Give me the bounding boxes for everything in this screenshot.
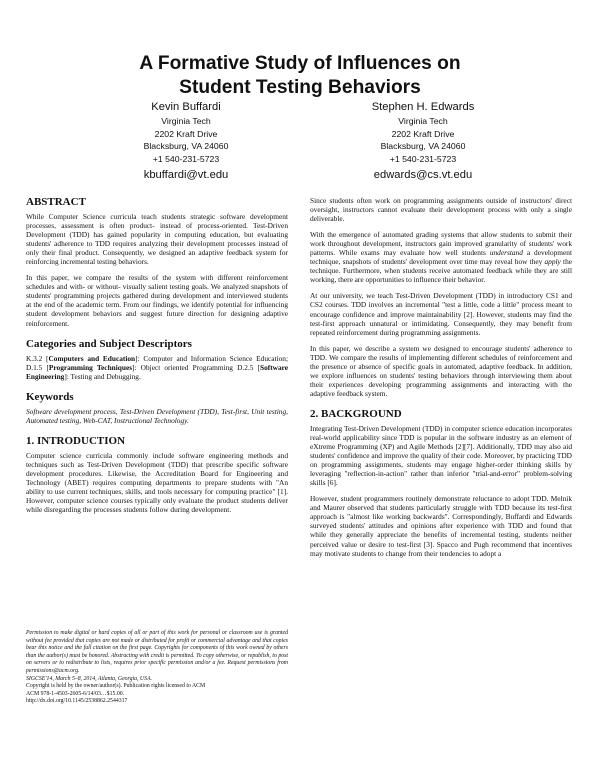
title-line-2: Student Testing Behaviors <box>179 77 421 98</box>
abstract-paragraph: While Computer Science curricula teach students strategic software development processes, assessment is often product- instead of process-oriented. Test-Driven Development (TDD) has gained popularity in computing education, but evaluating students' adherence to TDD requires analyzing their development processes instead of only their final product. Consequently, we designed an adaptive feedback system for reinforcing incremental testing behaviors. <box>26 212 288 267</box>
left-column <box>26 196 288 521</box>
body-paragraph: At our university, we teach Test-Driven Development (TDD) in introductory CS1 and CS2 courses. TDD involves an incremental "test a little, code a little" process meant to encourage confidence and improve maintainability [2]. However, students may find the test-first approach unnatural or intimidating. Consequently, they may benefit from repeated reinforcement during programming assignments. <box>310 291 572 337</box>
author-block-1 <box>86 101 286 183</box>
author-address: 2202 Kraft Drive <box>154 128 218 139</box>
author-city: Blacksburg, VA 24060 <box>143 141 229 151</box>
author-email: edwards@cs.vt.edu <box>373 169 473 181</box>
background-heading: 2. BACKGROUND <box>310 407 402 420</box>
keywords-heading: Keywords <box>26 390 74 403</box>
acm-line: ACM 978-1-4503-2605-6/14/03…$15.00. <box>26 690 125 697</box>
author-phone: +1 540-231-5723 <box>389 153 457 164</box>
author-affiliation: Virginia Tech <box>161 116 211 126</box>
body-paragraph: Integrating Test-Driven Development (TDD) in computer science education incorporates real-world applicability since TDD is popular in the software industry as an element of eXtreme Programming (XP) and Agile Methods [2][7]. Additionally, TDD may also aid students' confidence and improve the quality of their code. Moreover, by practicing TDD on programming assignments, students may engage higher-order thinking skills by leveraging "reflection-in-action" rather than inferior "trial-and-error" problem-solving skills [6]. <box>310 423 572 488</box>
author-city: Blacksburg, VA 24060 <box>380 141 466 151</box>
body-paragraph: With the emergence of automated grading systems that allow students to submit their work throughout development, instructors gain improved granularity of students' work patterns. While exams may evaluate how well students understand a development technique, snapshots of students' development over time may reveal how they apply the technique. Furthermore, when students receive automated feedback while they are still working, there are opportunities to influence their behavior. <box>310 230 572 285</box>
permission-block <box>26 630 288 706</box>
title-line-1: A Formative Study of Influences on <box>139 53 461 74</box>
keywords-text: Software development process, Test-Driven Development (TDD), Test-first, Unit testing, Automated testing, Web-CAT, Instructional Technology. <box>26 406 288 425</box>
categories-text: K.3.2 [Computers and Education]: Computer and Information Science Education; D.1.5 [Programming Techniques]: Object oriented Programming D.2.5 [Software Engineering]: Testing and Debugging. <box>26 353 289 381</box>
author-phone: +1 540-231-5723 <box>152 153 220 164</box>
author-affiliation: Virginia Tech <box>398 116 448 126</box>
abstract-paragraph: In this paper, we compare the results of the system with different reinforcement schedules and with- or without- visually salient testing goals. We analyzed snapshots of students' programming projects gathered during development and interviewed students at the end of the academic term. From our findings, we identify potential for influencing student development behaviors and suggest future direction for designing adaptive reinforcement. <box>26 273 288 328</box>
introduction-paragraph: Computer science curricula commonly include software engineering methods and techniques such as Test-Driven Development (TDD) that prescribe specific software development procedures. Likewise, the Accreditation Board for Engineering and Technology (ABET) requires computing departments to prepare students with "An ability to use current techniques, skills, and tools necessary for computing practice" [1]. However, computer science courses typically only evaluate the product students deliver while disregarding the processes students follow during development. <box>26 450 288 515</box>
conference-line: SIGCSE'14, March 5–8, 2014, Atlanta, Georgia, USA. <box>26 675 152 682</box>
paper-title <box>0 52 600 100</box>
author-address: 2202 Kraft Drive <box>391 128 455 139</box>
categories-heading: Categories and Subject Descriptors <box>26 337 192 350</box>
introduction-heading: 1. INTRODUCTION <box>26 434 126 447</box>
permission-notice: Permission to make digital or hard copies of all or part of this work for personal or classroom use is granted without fee provided that copies are not made or distributed for profit or commercial advantage and that copies bear this notice and the full citation on the first page. Copyrights for components of this work owned by others than the author(s) must be honored. Abstracting with credit is permitted. To copy otherwise, or republish, to post on servers or to redistribute to lists, requires prior specific permission and/or a fee. Request permissions from permissions@acm.org. <box>26 630 288 674</box>
doi-line: http://dx.doi.org/10.1145/2538862.2544317 <box>26 698 128 705</box>
body-paragraph: However, student programmers routinely demonstrate reluctance to adopt TDD. Melnik and Maurer observed that students particularly struggle with TDD because its test-first approach is "almost like working backwards". Correspondingly, Buffardi and Edwards surveyed students' attitudes and opinions after experience with TDD and found that while they generally appreciate the benefits of incremental testing, students neither perceived value or desire to test-first [3]. Spacco and Pugh recommend that incentives may motivate students to change from their tendencies to adopt a <box>310 494 572 558</box>
copyright-line: Copyright is held by the owner/author(s). Publication rights licensed to ACM <box>26 683 206 690</box>
body-paragraph: In this paper, we describe a system we designed to encourage students' adherence to TDD. We compare the results of implementing different schedules of reinforcement and the presence or absence of specific goals in automated, adaptive feedback. In addition, we explore influences on students' testing behaviors through interviewing them about their experiences developing programming assignments and interacting with the adaptive feedback system. <box>310 343 572 398</box>
abstract-heading: ABSTRACT <box>26 196 86 208</box>
right-column <box>310 196 572 565</box>
author-name: Stephen H. Edwards <box>371 101 475 113</box>
body-paragraph: Since students often work on programming assignments outside of instructors' direct oversight, instructors cannot evaluate their development process with only a single deliverable. <box>310 196 572 224</box>
author-email: kbuffardi@vt.edu <box>143 169 229 181</box>
author-name: Kevin Buffardi <box>151 101 221 113</box>
author-block-2 <box>323 101 523 183</box>
